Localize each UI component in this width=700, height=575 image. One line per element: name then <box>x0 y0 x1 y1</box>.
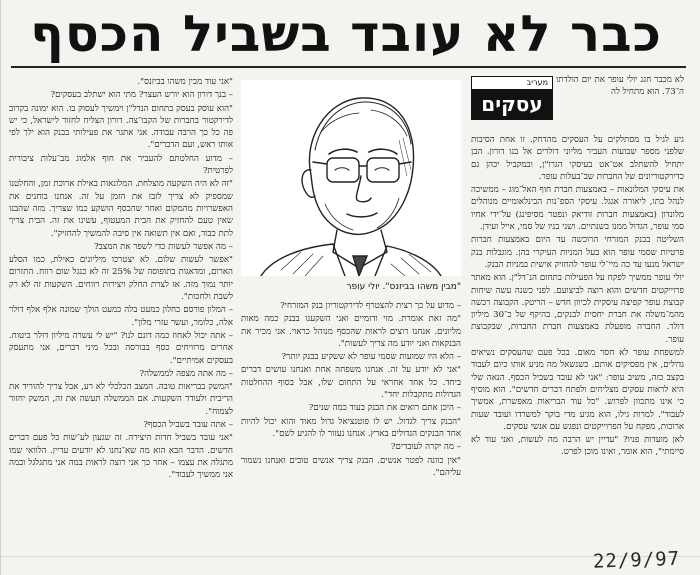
section-logo-title: עסקים <box>472 90 552 119</box>
article-column-middle: – מדוע על כך רצית להצטרף לדירקטוריון בנק המזרחי? "מה זאת אומרת. מזי ודומיים ואני השקענו בבנק כמה מאות מליונים. אנחנו רוצים לראות שהכסף מנוהל כראוי. אני מכיר את הבנקאות ואני יודע מה צריך לעשות". – הלא היו שמועות שסמי עופר לא ששקיע בבנק יותר? "אני לא יודע על זה. אנחנו משפחה אחת ואנחנו עושים דברים ביחד. כל אחד אחראי על התחום שלו, אבל בסוף ההחלטות הגדולות מתקבלות יחד". – היכן אתם רואים את הבנק בעוד כמה שנים? "הבנק צריך לגדול. יש לו פוטנציאל גדול מאוד והוא יכול להיות אחד הבנקים הגדולים בארץ. אנחנו נעזור לו להגיע לשם". – מה יקרה לעובדים? "אין כוונה לפטר אנשים. הבנק צריך אנשים טובים ואנחנו נשמור עליהם". <box>241 301 461 478</box>
handwritten-date: 22/9/97 <box>592 547 681 573</box>
article-headline: כבר לא עובד בשביל הכסף <box>30 5 662 63</box>
article-column-left: "אני עוד מבין משהו בביזנס". – בנך דורון הוא יורש העצר? מתי הוא ישתלב בעסקים? "הוא עוסק בעסק בתחום הנדל"ן וימשיך לעסוק בו. הוא ימונה בקרוב לדירקטור בחברות של הקבו־צה. דורון הצליח לחזור לישראל, כי יש פה כל כך הרבה עבודה. אני אתגר את פעילותי בבנק הוא ילך לפי אותו ראש, ועם הדברים". – מדוע החלטתם להעביר את חוף אלמוג מב־עלות ציבורית לפרטית? "זה לא היה השקעה מוצלחת. המלונאות באילת ארוכת זמן, והחלטנו שמספיק לא צריך לזבז את הזמן על זה. אנחנו בוחנים את האפשרויות מהמקום ואחר שהכסף הושקע כמו שצריך. מזה שהבנו שאין טעם להחזיק את הבית המעטוף, עשינו את זה. הבית צריך לתת כבוד, ואם אין תשואה אין סיבה להמשיך להחזיק". – מה אפשר לעשות כדי לשפר את המצב? "אפשר לעשות שלום. לא יצטרכו מיליונים כאילת, כמו הסלע הארום, ומדאגות בתופוסה של 25% זה לא כנגל שום רווח. התזרום יותר נמוך מזה. אז לצרת החלק ויצירות רווחים. השקעות זה לא רק לשבת ולחכות". – המלון פורסם כחלון כמעט בלה כמעט הולך שמונה אלף אלף דולר אלה, כלומר, ועשר עזרי מלון". – אתה יכול לאחוז כמה דונם לנו? "יש לי עשרה מיליון דולר ביטוח. אחרים מרוויחים כסף בבורסה ובכל מיני דברים, אני מתעסק בעסקים אמיתיים". – מה אתה מצפה לממשלה? "המשק בבריאות טובה. המצב הכלכלי לא רע, אבל צריך להוריד את הריבית ולעודד השקעות. אם הממשלה תעשה את זה, המשק יחזור לצמוח". – אתה עובד בשביל הכסף? "אני עובד בשביל חדות היצירה. זה שגעון לע־שות כל פעם דברים חדשים. הדבר הבא הוא מה שא־נחנו לא יודעים עדיין. הלוואי שמו מתגלה את עצמו – אחר כך אני רוצה לראות במה אני מתגלגל ובמה אני ממשיך לעבוד". <box>9 77 233 481</box>
article-column-right: גיע לגיל בו מסתלקים על העסקים מהדחק. זו אחת הסיבות שלפני מספר שבועות העביר מליוני דולרים אל בנו דורון. הבן יתחיל להשתלב אט־אט בעיסקי הגרו"ן, ובמקביל יכהן גם כדירקטוריונים של החברות שב־בעלות עופר. את עיסקי המלונאות – באמצעות חברת חוף האל־מוג – ממשיכה לנהל בתו, ליאורה אגגל. עיסקי הספ־נות הבינלאומיים מנוהלים מלונדון (באמצעות חברות זודיאק ונפטר מסיפינג) על־ידי אחיו סמי עופר, הגדול ממנו בשנתיים. ושני בניו של סמי, אייל ועידן. השליטה בבנק המזרחי הרוכשה עד היום באמצעות חברות פרטיות שסמי עופר הוא בעל המניות העיקרי בהן. מוגבלות בנק ישראל מנעו עד כה מיי־לי עופר להחזיק אישית במניות הבנק. יולי עופר ממשיך לפקח על הפעילות בתחום הנ־דל"ן. הוא מאתר פרוייקטים חדשים והוא רוצה לביצועם. לפני כשנה עשה שיחות קבוצת עופר קפיצה עיסקית לכיוון חדש – הריטק. הקבוצה רכשה מהמ־משלה את חברת יחסית לבנקים, בהיקף של כ־30 מיליון דולר. החברה מופעלת באמצעות חברת החברות, שבקבוצת עופר. למשפחת עופר לא חסר מאום. בכל פעם שהעסקים נשיאים גדולים, אין מפסיקים אותם. כשנשאל מה מניע אותו כיום לעבוד בקצב כזה, משיב עופר: "אני לא עובד בשביל הכסף. הנאה שלי היא לראות עסקים מצליחים ולפתח דברים חדשים". הוא מוסיף כי אינו מתכוון לפרוש. "כל עוד הבריאות מאפשרת, אמשיך לעבוד". למרות גילו, הוא מגיע מדי בוקר למשרדו ועובד שעות ארוכות, מפקח על הפרוייקטים ונפגש עם אנשי עסקים. לאן מועדות פניו? "עדיין יש הרבה מה לעשות, ואני עוד לא סיימתי", הוא אומר, ואינו מוכן לפרט. <box>471 135 684 458</box>
portrait-photo <box>241 80 461 276</box>
headline-rule <box>11 66 686 68</box>
section-logo-newspaper: מעריב <box>472 77 552 90</box>
section-logo <box>471 76 553 120</box>
photo-caption: "מבין משהו בביזנס". יולי עופר <box>346 282 461 292</box>
portrait-sketch-icon <box>241 80 461 276</box>
article-column-right-top: לא מכבר חגג יולי עופר את יום הולדתו ה־73. הוא מתחיל לה <box>556 75 684 98</box>
